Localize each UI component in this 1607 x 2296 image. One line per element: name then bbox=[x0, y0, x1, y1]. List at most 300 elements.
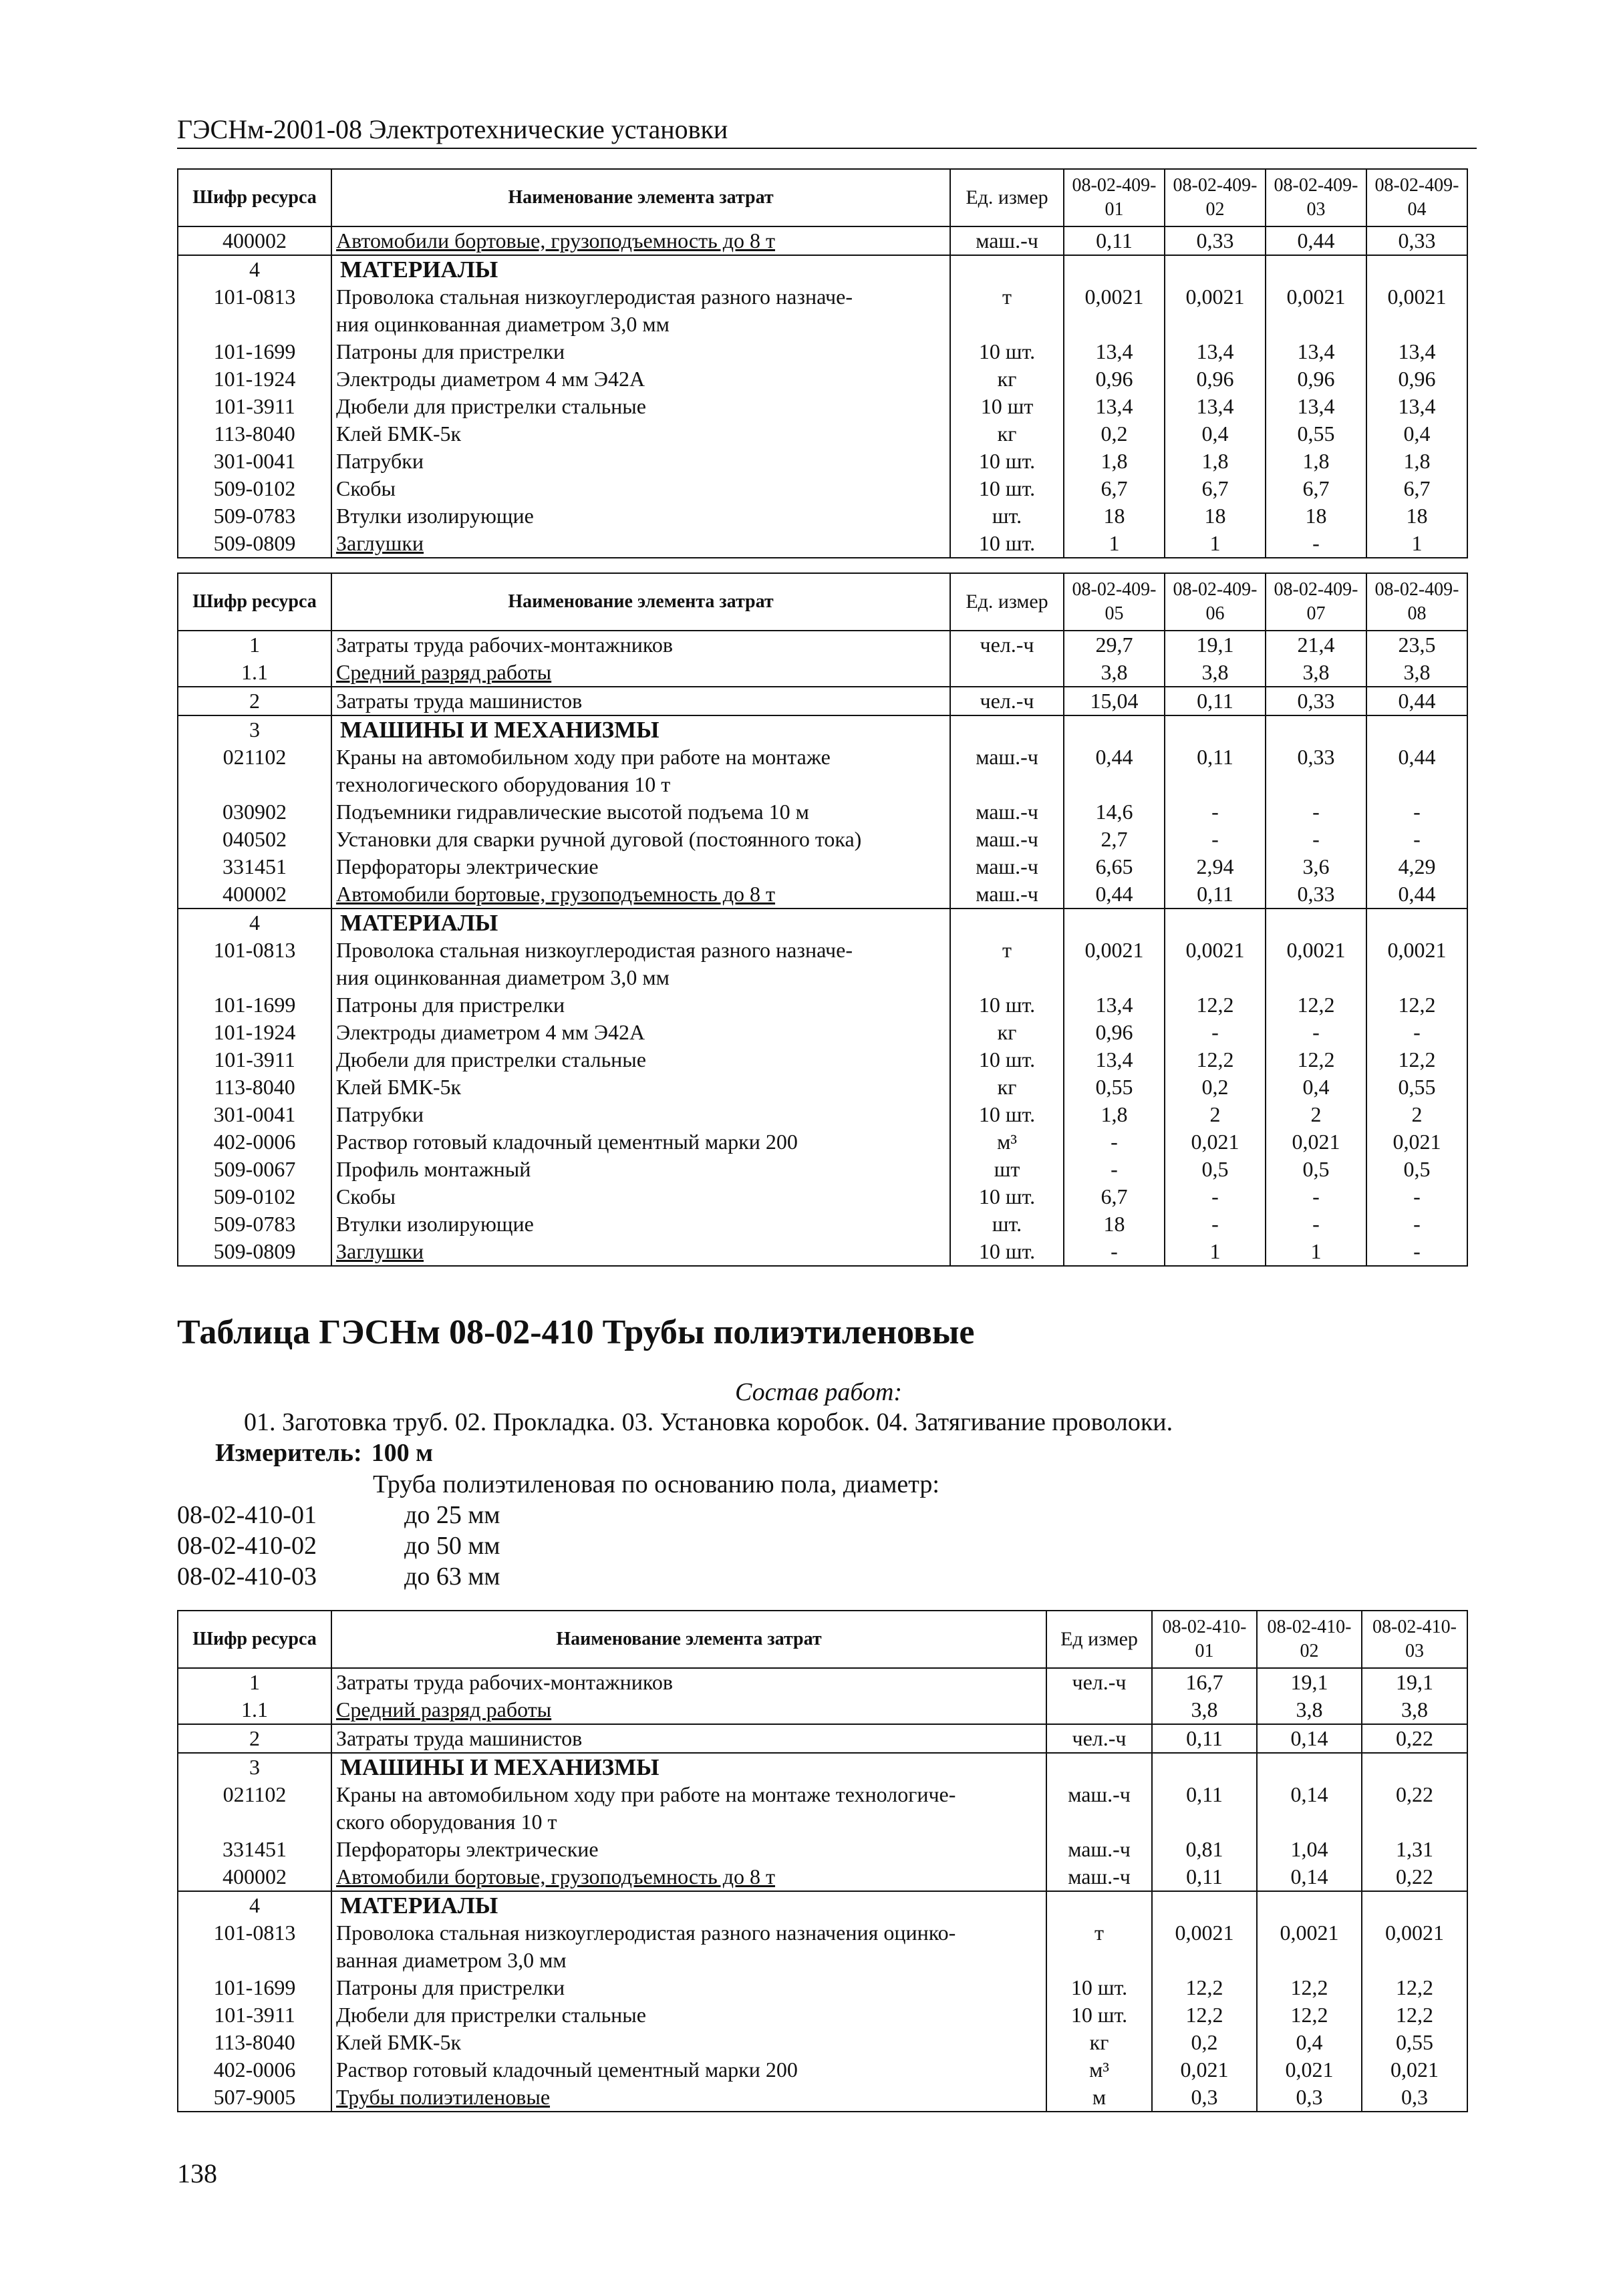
norm-desc: до 63 мм bbox=[404, 1563, 500, 1591]
resource-value: 12,2 bbox=[1366, 991, 1467, 1019]
resource-name: Электроды диаметром 4 мм Э42А bbox=[331, 365, 950, 393]
table-header-row bbox=[178, 573, 1467, 631]
table-row bbox=[178, 502, 1467, 530]
resource-value: 19,1 bbox=[1257, 1668, 1362, 1696]
table-row-continuation bbox=[178, 1947, 1467, 1974]
resource-value: 0,96 bbox=[1366, 365, 1467, 393]
section-title: МАТЕРИАЛЫ bbox=[331, 255, 950, 283]
resource-value: 13,4 bbox=[1366, 338, 1467, 365]
resource-value: 1 bbox=[1266, 1238, 1366, 1266]
resource-unit: шт bbox=[950, 1156, 1064, 1183]
norm-code: 08-02-410-01 bbox=[177, 1501, 317, 1529]
resource-code: 1.1 bbox=[178, 659, 331, 687]
resource-value: 6,65 bbox=[1064, 853, 1165, 880]
resource-value: 0,3 bbox=[1362, 2084, 1467, 2112]
resource-value: 0,33 bbox=[1266, 687, 1366, 715]
resource-name: Проволока стальная низкоуглеродистая разного назначе- bbox=[331, 937, 950, 964]
resource-code: 101-0813 bbox=[178, 283, 331, 311]
table-row bbox=[178, 2056, 1467, 2084]
resource-value: 2 bbox=[1266, 1101, 1366, 1128]
resource-value: 0,0021 bbox=[1362, 1919, 1467, 1947]
resource-value: - bbox=[1165, 1210, 1266, 1238]
resource-unit: 10 шт. bbox=[950, 475, 1064, 502]
resource-value: 0,96 bbox=[1064, 365, 1165, 393]
resource-value: 13,4 bbox=[1165, 393, 1266, 420]
resource-unit: т bbox=[950, 283, 1064, 311]
resource-unit: 10 шт. bbox=[950, 1101, 1064, 1128]
resource-value: 2,7 bbox=[1064, 826, 1165, 853]
resource-code: 101-3911 bbox=[178, 1046, 331, 1074]
table-row bbox=[178, 475, 1467, 502]
resource-value: 0,33 bbox=[1165, 226, 1266, 255]
resource-code: 1 bbox=[178, 631, 331, 659]
resource-name: Проволока стальная низкоуглеродистая разного назначе- bbox=[331, 283, 950, 311]
resource-value: 0,021 bbox=[1257, 2056, 1362, 2084]
table-row bbox=[178, 1156, 1467, 1183]
resource-value: 21,4 bbox=[1266, 631, 1366, 659]
resource-value: 0,0021 bbox=[1266, 937, 1366, 964]
table-row bbox=[178, 1046, 1467, 1074]
resource-value: 14,6 bbox=[1064, 798, 1165, 826]
resource-value: 0,44 bbox=[1366, 880, 1467, 909]
resource-value: 0,5 bbox=[1366, 1156, 1467, 1183]
resource-value: - bbox=[1064, 1238, 1165, 1266]
col-header-value: 08-02-409-06 bbox=[1165, 573, 1266, 631]
resource-value: 0,14 bbox=[1257, 1724, 1362, 1753]
col-header-value: 08-02-410-03 bbox=[1362, 1611, 1467, 1668]
resource-value: 0,44 bbox=[1366, 687, 1467, 715]
resource-unit: маш.-ч bbox=[950, 880, 1064, 909]
resource-value: - bbox=[1165, 798, 1266, 826]
resource-value: 2 bbox=[1165, 1101, 1266, 1128]
resource-value: 2,94 bbox=[1165, 853, 1266, 880]
norm-code-list bbox=[177, 1500, 500, 1592]
col-header-unit: Ед. измер bbox=[950, 169, 1064, 226]
resource-unit: м bbox=[1046, 2084, 1152, 2112]
section-header-row bbox=[178, 255, 1467, 283]
norm-code: 08-02-410-03 bbox=[177, 1563, 317, 1591]
table-row bbox=[178, 2084, 1467, 2112]
col-header-name: Наименование элемента затрат bbox=[331, 573, 950, 631]
resource-value: 0,55 bbox=[1064, 1074, 1165, 1101]
resource-value: 0,0021 bbox=[1064, 283, 1165, 311]
resource-value: 2 bbox=[1366, 1101, 1467, 1128]
resource-code: 1 bbox=[178, 1668, 331, 1696]
resource-name: Раствор готовый кладочный цементный марки 200 bbox=[331, 2056, 1046, 2084]
resource-unit: чел.-ч bbox=[950, 687, 1064, 715]
col-header-name: Наименование элемента затрат bbox=[331, 169, 950, 226]
resource-value: 0,4 bbox=[1165, 420, 1266, 448]
resource-value: 16,7 bbox=[1152, 1668, 1257, 1696]
resource-value: 13,4 bbox=[1266, 338, 1366, 365]
resource-value: 13,4 bbox=[1366, 393, 1467, 420]
resource-code: 101-1699 bbox=[178, 991, 331, 1019]
table-row bbox=[178, 1863, 1467, 1891]
table-row bbox=[178, 1781, 1467, 1808]
section-title: МАШИНЫ И МЕХАНИЗМЫ bbox=[331, 715, 950, 744]
table-header-row bbox=[178, 169, 1467, 226]
resource-value: 1 bbox=[1064, 530, 1165, 558]
resource-value: 0,55 bbox=[1362, 2029, 1467, 2056]
resource-code: 113-8040 bbox=[178, 2029, 331, 2056]
resource-name: Краны на автомобильном ходу при работе на монтаже bbox=[331, 744, 950, 771]
page-header: ГЭСНм-2001-08 Электротехнические установки bbox=[177, 114, 1477, 149]
resource-value: 0,5 bbox=[1165, 1156, 1266, 1183]
resource-name: Скобы bbox=[331, 475, 950, 502]
resource-value: 0,33 bbox=[1366, 226, 1467, 255]
resource-value: 0,0021 bbox=[1366, 937, 1467, 964]
resource-value: 0,0021 bbox=[1366, 283, 1467, 311]
resource-value: 0,021 bbox=[1165, 1128, 1266, 1156]
table-row bbox=[178, 1668, 1467, 1696]
resource-value: - bbox=[1366, 826, 1467, 853]
resource-value: - bbox=[1266, 530, 1366, 558]
resource-value: - bbox=[1064, 1156, 1165, 1183]
resource-value: 3,8 bbox=[1257, 1696, 1362, 1724]
table-row bbox=[178, 853, 1467, 880]
resource-value: 0,11 bbox=[1165, 687, 1266, 715]
table-row bbox=[178, 659, 1467, 687]
col-header-value: 08-02-409-05 bbox=[1064, 573, 1165, 631]
resource-value: 4,29 bbox=[1366, 853, 1467, 880]
section-header-row bbox=[178, 715, 1467, 744]
resource-name-continuation: ского оборудования 10 т bbox=[331, 1808, 1046, 1836]
list-item bbox=[177, 1500, 500, 1530]
norm-desc: до 50 мм bbox=[404, 1532, 500, 1560]
resource-value: 19,1 bbox=[1165, 631, 1266, 659]
list-item bbox=[177, 1530, 500, 1561]
resource-value: 6,7 bbox=[1064, 1183, 1165, 1210]
resource-unit: маш.-ч bbox=[1046, 1836, 1152, 1863]
resource-code: 331451 bbox=[178, 1836, 331, 1863]
resource-code: 509-0102 bbox=[178, 475, 331, 502]
resource-unit: 10 шт. bbox=[950, 1046, 1064, 1074]
resource-value: 13,4 bbox=[1064, 991, 1165, 1019]
resource-name: Затраты труда рабочих-монтажников bbox=[331, 1668, 1046, 1696]
resource-value: 6,7 bbox=[1366, 475, 1467, 502]
table-row bbox=[178, 826, 1467, 853]
measure bbox=[215, 1438, 442, 1468]
resource-unit: 10 шт. bbox=[950, 1183, 1064, 1210]
resource-value: 13,4 bbox=[1266, 393, 1366, 420]
resource-name: Затраты труда машинистов bbox=[331, 1724, 1046, 1753]
resource-code: 030902 bbox=[178, 798, 331, 826]
list-item bbox=[177, 1561, 500, 1592]
resource-name: Краны на автомобильном ходу при работе на монтаже технологиче- bbox=[331, 1781, 1046, 1808]
resource-name: Проволока стальная низкоуглеродистая разного назначения оцинко- bbox=[331, 1919, 1046, 1947]
resource-code: 509-0067 bbox=[178, 1156, 331, 1183]
resource-code: 101-1924 bbox=[178, 365, 331, 393]
resource-name: Установки для сварки ручной дуговой (постоянного тока) bbox=[331, 826, 950, 853]
resource-name-continuation: ния оцинкованная диаметром 3,0 мм bbox=[331, 964, 950, 991]
resource-value: - bbox=[1064, 1128, 1165, 1156]
table-row bbox=[178, 365, 1467, 393]
resource-code: 507-9005 bbox=[178, 2084, 331, 2112]
resource-value: - bbox=[1165, 1019, 1266, 1046]
resource-value: - bbox=[1366, 1019, 1467, 1046]
resource-name: Раствор готовый кладочный цементный марки 200 bbox=[331, 1128, 950, 1156]
resource-value: 18 bbox=[1165, 502, 1266, 530]
resource-code: 509-0783 bbox=[178, 502, 331, 530]
resource-unit: маш.-ч bbox=[950, 798, 1064, 826]
composition-label: Состав работ: bbox=[735, 1378, 903, 1406]
resource-value: 0,021 bbox=[1152, 2056, 1257, 2084]
resource-unit: 10 шт. bbox=[950, 530, 1064, 558]
table-row bbox=[178, 937, 1467, 964]
resource-unit: кг bbox=[950, 1019, 1064, 1046]
table-row bbox=[178, 530, 1467, 558]
resource-value: - bbox=[1366, 1210, 1467, 1238]
resource-value: 1,8 bbox=[1266, 448, 1366, 475]
col-header-code: Шифр ресурса bbox=[178, 573, 331, 631]
resource-code: 509-0809 bbox=[178, 530, 331, 558]
table-row bbox=[178, 1238, 1467, 1266]
resource-value: - bbox=[1266, 798, 1366, 826]
resource-value: 0,0021 bbox=[1064, 937, 1165, 964]
section-header-row bbox=[178, 909, 1467, 937]
table-row bbox=[178, 2001, 1467, 2029]
section-code: 4 bbox=[178, 909, 331, 937]
resource-value: 3,8 bbox=[1152, 1696, 1257, 1724]
resource-name: Подъемники гидравлические высотой подъема 10 м bbox=[331, 798, 950, 826]
resource-code: 101-1699 bbox=[178, 338, 331, 365]
resource-name: Клей БМК-5к bbox=[331, 2029, 1046, 2056]
composition-text: 01. Заготовка труб. 02. Прокладка. 03. Установка коробок. 04. Затягивание проволоки. bbox=[244, 1408, 1173, 1436]
resource-value: 12,2 bbox=[1257, 2001, 1362, 2029]
resource-code: 402-0006 bbox=[178, 2056, 331, 2084]
resource-name: Дюбели для пристрелки стальные bbox=[331, 393, 950, 420]
table-row bbox=[178, 1836, 1467, 1863]
resource-value: 12,2 bbox=[1152, 2001, 1257, 2029]
resource-value: 3,8 bbox=[1064, 659, 1165, 687]
col-header-value: 08-02-409-07 bbox=[1266, 573, 1366, 631]
resource-value: 0,4 bbox=[1266, 1074, 1366, 1101]
measure-value: 100 м bbox=[371, 1439, 434, 1467]
col-header-code: Шифр ресурса bbox=[178, 169, 331, 226]
resource-code: 101-1699 bbox=[178, 1974, 331, 2001]
col-header-name: Наименование элемента затрат bbox=[331, 1611, 1046, 1668]
resource-unit: маш.-ч bbox=[1046, 1781, 1152, 1808]
resource-value: 1,8 bbox=[1064, 448, 1165, 475]
col-header-unit: Ед. измер bbox=[950, 573, 1064, 631]
resource-unit: м³ bbox=[1046, 2056, 1152, 2084]
resource-value: 0,44 bbox=[1366, 744, 1467, 771]
resource-unit: кг bbox=[950, 420, 1064, 448]
resource-value: 0,22 bbox=[1362, 1724, 1467, 1753]
resource-value: 6,7 bbox=[1165, 475, 1266, 502]
resource-value: 0,0021 bbox=[1266, 283, 1366, 311]
resource-value: 3,8 bbox=[1366, 659, 1467, 687]
resource-unit: кг bbox=[950, 1074, 1064, 1101]
table-row bbox=[178, 1183, 1467, 1210]
resource-code: 101-0813 bbox=[178, 937, 331, 964]
resource-name: Втулки изолирующие bbox=[331, 1210, 950, 1238]
resource-value: 23,5 bbox=[1366, 631, 1467, 659]
resource-name: Клей БМК-5к bbox=[331, 1074, 950, 1101]
resource-name: Автомобили бортовые, грузоподъемность до 8 т bbox=[331, 226, 950, 255]
resource-value: 1,8 bbox=[1165, 448, 1266, 475]
table-row-continuation bbox=[178, 771, 1467, 798]
resource-value: 0,11 bbox=[1165, 744, 1266, 771]
resource-value: 0,22 bbox=[1362, 1863, 1467, 1891]
table-row bbox=[178, 1101, 1467, 1128]
resource-code: 509-0809 bbox=[178, 1238, 331, 1266]
resource-value: 12,2 bbox=[1165, 991, 1266, 1019]
resource-name: Патрубки bbox=[331, 448, 950, 475]
table-row bbox=[178, 798, 1467, 826]
resource-name-continuation: ванная диаметром 3,0 мм bbox=[331, 1947, 1046, 1974]
resource-name: Средний разряд работы bbox=[331, 659, 950, 687]
resource-value: - bbox=[1266, 1210, 1366, 1238]
resource-value: 3,8 bbox=[1362, 1696, 1467, 1724]
resource-unit bbox=[1046, 1696, 1152, 1724]
col-header-value: 08-02-410-01 bbox=[1152, 1611, 1257, 1668]
resource-name: Дюбели для пристрелки стальные bbox=[331, 2001, 1046, 2029]
resource-name: Затраты труда рабочих-монтажников bbox=[331, 631, 950, 659]
resource-value: 0,11 bbox=[1152, 1724, 1257, 1753]
resource-value: 0,0021 bbox=[1152, 1919, 1257, 1947]
resource-value: 0,021 bbox=[1362, 2056, 1467, 2084]
norm-code: 08-02-410-02 bbox=[177, 1532, 317, 1560]
resource-code: 101-3911 bbox=[178, 393, 331, 420]
resource-name: Скобы bbox=[331, 1183, 950, 1210]
resource-value: 1 bbox=[1366, 530, 1467, 558]
resource-name: Автомобили бортовые, грузоподъемность до 8 т bbox=[331, 880, 950, 909]
table-row bbox=[178, 744, 1467, 771]
resource-value: 0,33 bbox=[1266, 744, 1366, 771]
resource-value: 13,4 bbox=[1064, 1046, 1165, 1074]
resource-value: - bbox=[1366, 798, 1467, 826]
resource-unit: чел.-ч bbox=[1046, 1668, 1152, 1696]
resource-unit bbox=[950, 659, 1064, 687]
section-code: 4 bbox=[178, 255, 331, 283]
resource-value: 0,2 bbox=[1152, 2029, 1257, 2056]
section-title: МАТЕРИАЛЫ bbox=[331, 909, 950, 937]
resource-unit: чел.-ч bbox=[1046, 1724, 1152, 1753]
norm-desc: до 25 мм bbox=[404, 1501, 500, 1529]
resource-value: 18 bbox=[1064, 502, 1165, 530]
table-row bbox=[178, 448, 1467, 475]
resource-code: 113-8040 bbox=[178, 420, 331, 448]
resource-value: 0,11 bbox=[1064, 226, 1165, 255]
resource-value: 12,2 bbox=[1362, 2001, 1467, 2029]
resource-name: Патроны для пристрелки bbox=[331, 1974, 1046, 2001]
section-title: МАШИНЫ И МЕХАНИЗМЫ bbox=[331, 1753, 1046, 1781]
resource-name: Патрубки bbox=[331, 1101, 950, 1128]
table-row-continuation bbox=[178, 1808, 1467, 1836]
page-number: 138 bbox=[177, 2158, 217, 2188]
resource-name-continuation: ния оцинкованная диаметром 3,0 мм bbox=[331, 311, 950, 338]
resource-value: 18 bbox=[1366, 502, 1467, 530]
table-header-row bbox=[178, 1611, 1467, 1668]
resource-value: 0,14 bbox=[1257, 1863, 1362, 1891]
resource-value: 0,4 bbox=[1366, 420, 1467, 448]
resource-value: 0,96 bbox=[1165, 365, 1266, 393]
resource-value: 19,1 bbox=[1362, 1668, 1467, 1696]
resource-value: 12,2 bbox=[1266, 991, 1366, 1019]
resource-value: 3,8 bbox=[1266, 659, 1366, 687]
resource-code: 301-0041 bbox=[178, 448, 331, 475]
resource-code: 113-8040 bbox=[178, 1074, 331, 1101]
col-header-unit: Ед измер bbox=[1046, 1611, 1152, 1668]
resource-value: 0,44 bbox=[1064, 744, 1165, 771]
resource-value: 0,0021 bbox=[1165, 937, 1266, 964]
resource-value: 13,4 bbox=[1064, 393, 1165, 420]
resource-name: Патроны для пристрелки bbox=[331, 338, 950, 365]
resource-code: 400002 bbox=[178, 226, 331, 255]
table-row-continuation bbox=[178, 311, 1467, 338]
table-row bbox=[178, 420, 1467, 448]
col-header-value: 08-02-409-02 bbox=[1165, 169, 1266, 226]
section-header-row bbox=[178, 1891, 1467, 1919]
resource-value: - bbox=[1266, 1183, 1366, 1210]
col-header-code: Шифр ресурса bbox=[178, 1611, 331, 1668]
resource-value: 1 bbox=[1165, 530, 1266, 558]
resource-code: 400002 bbox=[178, 880, 331, 909]
table-row bbox=[178, 1919, 1467, 1947]
table-row bbox=[178, 991, 1467, 1019]
resource-name: Клей БМК-5к bbox=[331, 420, 950, 448]
resource-code: 400002 bbox=[178, 1863, 331, 1891]
resource-value: 13,4 bbox=[1064, 338, 1165, 365]
resource-unit: маш.-ч bbox=[950, 226, 1064, 255]
resource-unit: маш.-ч bbox=[950, 744, 1064, 771]
resource-name: Патроны для пристрелки bbox=[331, 991, 950, 1019]
section-code: 3 bbox=[178, 1753, 331, 1781]
resource-value: 3,6 bbox=[1266, 853, 1366, 880]
resource-value: 13,4 bbox=[1165, 338, 1266, 365]
col-header-value: 08-02-410-02 bbox=[1257, 1611, 1362, 1668]
resource-value: 0,5 bbox=[1266, 1156, 1366, 1183]
col-header-value: 08-02-409-08 bbox=[1366, 573, 1467, 631]
resource-unit: м³ bbox=[950, 1128, 1064, 1156]
table-row bbox=[178, 1210, 1467, 1238]
table-row bbox=[178, 1724, 1467, 1753]
resource-code: 509-0102 bbox=[178, 1183, 331, 1210]
col-header-value: 08-02-409-04 bbox=[1366, 169, 1467, 226]
col-header-value: 08-02-409-03 bbox=[1266, 169, 1366, 226]
resource-table-410 bbox=[177, 1610, 1468, 2112]
table-row bbox=[178, 687, 1467, 715]
resource-unit: 10 шт. bbox=[950, 1238, 1064, 1266]
resource-value: 0,11 bbox=[1152, 1863, 1257, 1891]
resource-value: 12,2 bbox=[1152, 1974, 1257, 2001]
table-title: Таблица ГЭСНм 08-02-410 Трубы полиэтиленовые bbox=[177, 1313, 975, 1351]
resource-value: 12,2 bbox=[1165, 1046, 1266, 1074]
resource-unit: 10 шт. bbox=[950, 338, 1064, 365]
resource-value: 0,2 bbox=[1165, 1074, 1266, 1101]
resource-value: 12,2 bbox=[1362, 1974, 1467, 2001]
resource-value: - bbox=[1366, 1238, 1467, 1266]
resource-value: 12,2 bbox=[1366, 1046, 1467, 1074]
resource-unit: кг bbox=[1046, 2029, 1152, 2056]
resource-value: 1,31 bbox=[1362, 1836, 1467, 1863]
resource-value: 0,55 bbox=[1266, 420, 1366, 448]
resource-code: 040502 bbox=[178, 826, 331, 853]
resource-name-continuation: технологического оборудования 10 т bbox=[331, 771, 950, 798]
resource-code: 1.1 bbox=[178, 1696, 331, 1724]
resource-value: 6,7 bbox=[1266, 475, 1366, 502]
resource-code: 101-0813 bbox=[178, 1919, 331, 1947]
resource-unit: маш.-ч bbox=[950, 853, 1064, 880]
resource-value: 0,96 bbox=[1064, 1019, 1165, 1046]
table-row bbox=[178, 631, 1467, 659]
resource-value: 0,44 bbox=[1064, 880, 1165, 909]
resource-value: 18 bbox=[1064, 1210, 1165, 1238]
col-header-value: 08-02-409-01 bbox=[1064, 169, 1165, 226]
resource-value: - bbox=[1266, 1019, 1366, 1046]
table-row bbox=[178, 2029, 1467, 2056]
